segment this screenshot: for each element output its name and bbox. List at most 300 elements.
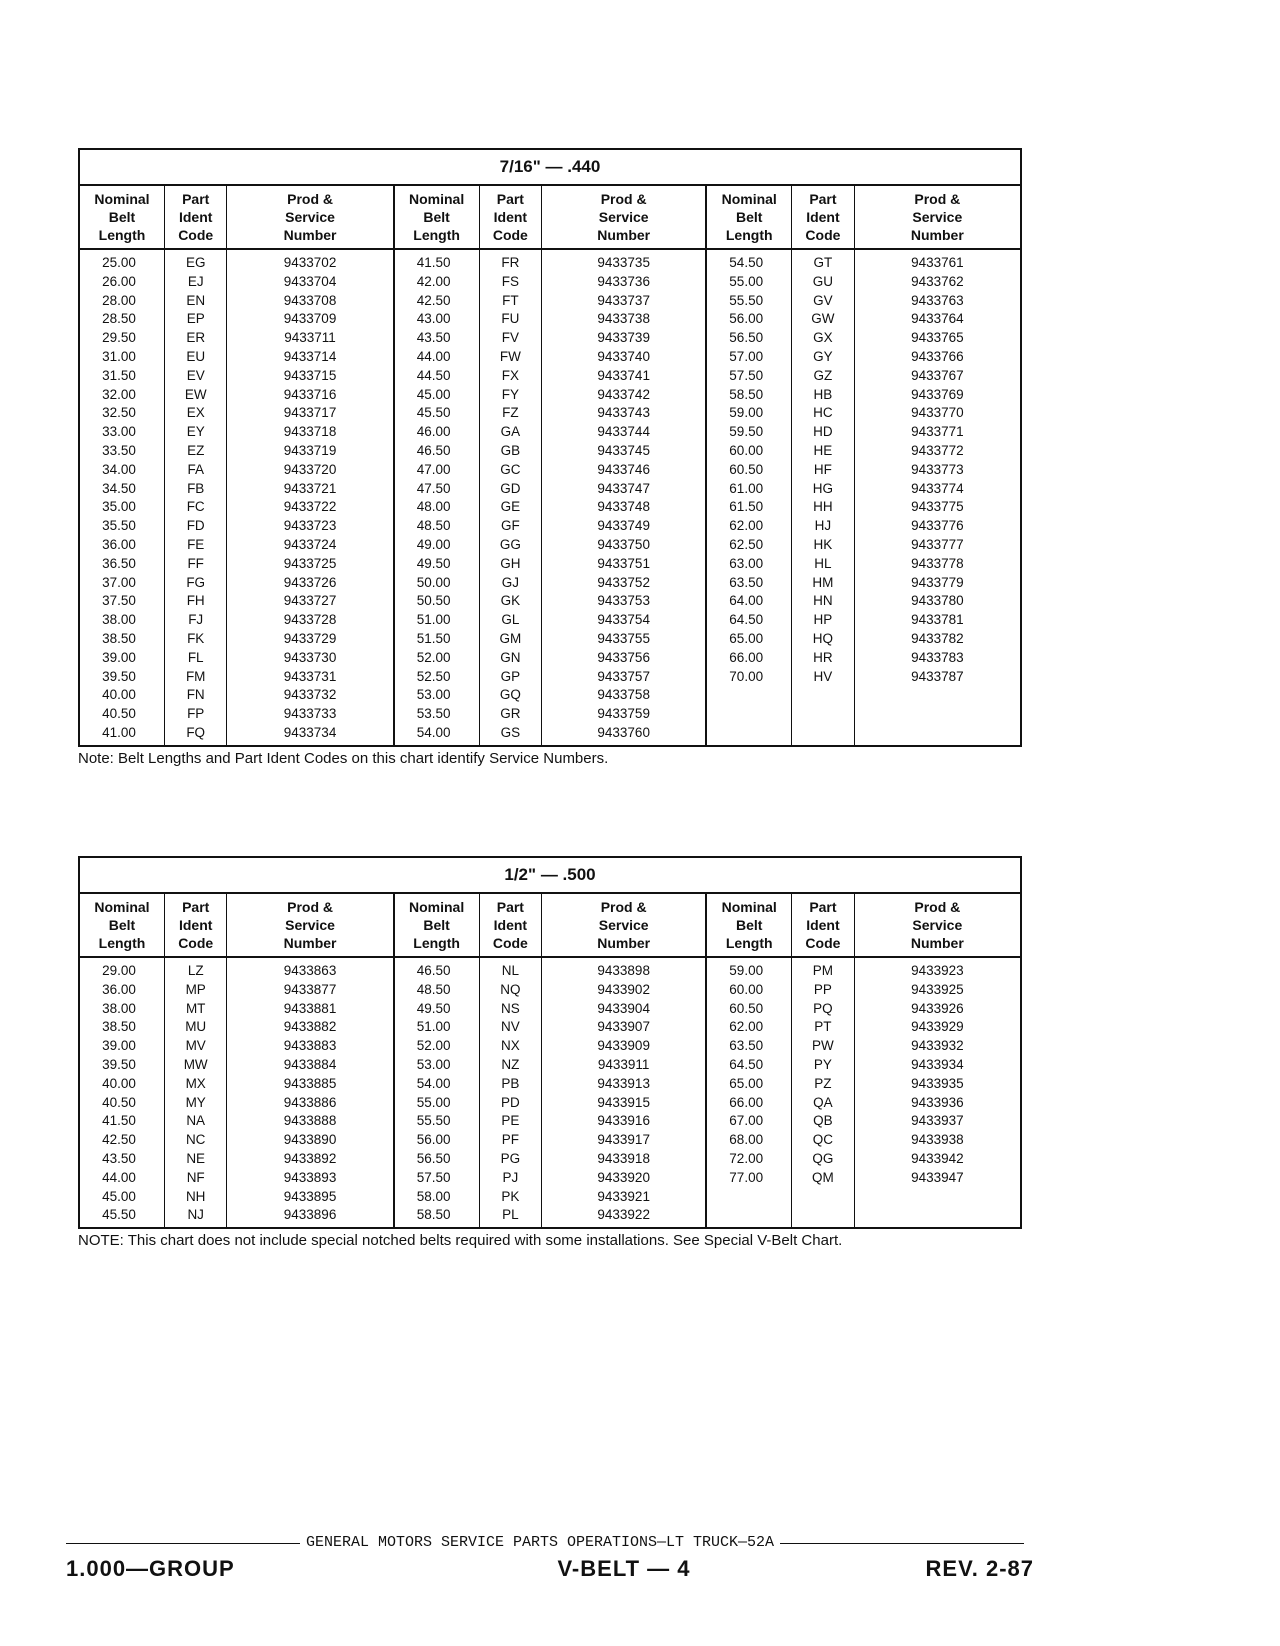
header-line: Ident xyxy=(806,209,840,225)
ident-code-cell: QG xyxy=(792,1150,855,1169)
column-header-row xyxy=(79,185,1021,249)
ident-code-cell: HG xyxy=(792,480,855,499)
chart-title xyxy=(79,149,1021,185)
ident-code-cell: GH xyxy=(479,555,542,574)
belt-width-decimal: — .440 xyxy=(545,157,601,176)
ident-code-cell: FP xyxy=(164,705,227,724)
header-line: Prod & xyxy=(914,191,961,207)
belt-length-cell: 37.00 xyxy=(102,574,136,590)
ident-code-cell: QA xyxy=(792,1094,855,1113)
belt-length-cell: 37.50 xyxy=(102,593,136,609)
belt-length-cell: 34.00 xyxy=(102,461,136,477)
belt-length-cell: 52.00 xyxy=(394,649,479,668)
table-row xyxy=(79,1094,1021,1113)
belt-length-cell xyxy=(706,724,791,746)
service-number-cell: 9433727 xyxy=(227,592,394,611)
service-number-cell xyxy=(854,1188,1021,1207)
belt-length-cell: 53.50 xyxy=(394,705,479,724)
belt-length-cell: 56.00 xyxy=(394,1131,479,1150)
belt-length-cell: 43.50 xyxy=(394,329,479,348)
belt-length-cell: 55.50 xyxy=(706,292,791,311)
nominal-belt-length-header xyxy=(79,893,164,957)
header-line: Ident xyxy=(178,209,213,225)
ident-code-cell: EW xyxy=(164,386,227,405)
belt-length-cell: 38.00 xyxy=(102,612,136,628)
service-number-cell: 9433888 xyxy=(227,1112,394,1131)
header-line: Service xyxy=(912,209,963,225)
ident-code-cell: FD xyxy=(164,517,227,536)
service-number-cell: 9433782 xyxy=(854,630,1021,649)
ident-code-cell: FZ xyxy=(479,404,542,423)
table-row xyxy=(79,724,1021,746)
ident-code-cell: PB xyxy=(479,1075,542,1094)
belt-length-cell: 57.00 xyxy=(706,348,791,367)
service-number-cell: 9433742 xyxy=(542,386,707,405)
header-line: Length xyxy=(98,935,146,951)
belt-length-cell: 48.50 xyxy=(394,517,479,536)
table-row xyxy=(79,1000,1021,1019)
ident-code-cell: PF xyxy=(479,1131,542,1150)
service-number-cell: 9433769 xyxy=(854,386,1021,405)
belt-length-cell: 45.00 xyxy=(102,1188,136,1204)
ident-code-cell: FQ xyxy=(164,724,227,746)
header-line: Length xyxy=(725,227,773,243)
ident-code-cell: FH xyxy=(164,592,227,611)
service-number-cell: 9433938 xyxy=(854,1131,1021,1150)
belt-length-cell: 49.50 xyxy=(394,1000,479,1019)
belt-length-cell: 61.00 xyxy=(706,480,791,499)
belt-length-cell: 47.50 xyxy=(394,480,479,499)
service-number-cell: 9433722 xyxy=(227,498,394,517)
part-ident-code-header xyxy=(164,185,227,249)
belt-chart-1-2 xyxy=(78,856,1022,1229)
ident-code-cell: FA xyxy=(164,461,227,480)
service-number-cell: 9433737 xyxy=(542,292,707,311)
service-number-cell: 9433925 xyxy=(854,981,1021,1000)
ident-code-cell: FT xyxy=(479,292,542,311)
service-number-cell: 9433759 xyxy=(542,705,707,724)
belt-length-cell: 45.50 xyxy=(394,404,479,423)
ident-code-cell: QM xyxy=(792,1169,855,1188)
belt-length-cell: 43.00 xyxy=(394,310,479,329)
service-number-cell: 9433942 xyxy=(854,1150,1021,1169)
ident-code-cell: HE xyxy=(792,442,855,461)
header-line: Belt xyxy=(735,917,763,933)
service-number-cell: 9433746 xyxy=(542,461,707,480)
service-number-cell: 9433936 xyxy=(854,1094,1021,1113)
service-number-cell: 9433725 xyxy=(227,555,394,574)
ident-code-cell: FN xyxy=(164,686,227,705)
table-row xyxy=(79,981,1021,1000)
belt-length-cell: 54.50 xyxy=(706,249,791,273)
service-number-cell: 9433911 xyxy=(542,1056,707,1075)
belt-length-cell: 47.00 xyxy=(394,461,479,480)
ident-code-cell: HQ xyxy=(792,630,855,649)
ident-code-cell: MP xyxy=(164,981,227,1000)
service-number-cell: 9433932 xyxy=(854,1037,1021,1056)
ident-code-cell: NH xyxy=(164,1188,227,1207)
belt-length-cell: 36.00 xyxy=(102,981,136,997)
ident-code-cell: HD xyxy=(792,423,855,442)
ident-code-cell: PK xyxy=(479,1188,542,1207)
part-ident-code-header xyxy=(479,893,542,957)
ident-code-cell: EG xyxy=(164,249,227,273)
service-number-cell: 9433763 xyxy=(854,292,1021,311)
service-number-cell: 9433935 xyxy=(854,1075,1021,1094)
ident-code-cell: HJ xyxy=(792,517,855,536)
belt-length-cell: 54.00 xyxy=(394,1075,479,1094)
table-row xyxy=(79,1206,1021,1228)
belt-length-cell: 63.00 xyxy=(706,555,791,574)
belt-length-cell: 66.00 xyxy=(706,649,791,668)
belt-length-cell: 68.00 xyxy=(706,1131,791,1150)
belt-length-cell: 53.00 xyxy=(394,686,479,705)
service-number-cell xyxy=(854,724,1021,746)
ident-code-cell: EX xyxy=(164,404,227,423)
belt-length-cell: 70.00 xyxy=(706,668,791,687)
belt-length-cell: 62.00 xyxy=(706,517,791,536)
table-row xyxy=(79,574,1021,593)
ident-code-cell: GG xyxy=(479,536,542,555)
service-number-cell: 9433748 xyxy=(542,498,707,517)
service-number-cell: 9433730 xyxy=(227,649,394,668)
part-ident-code-header xyxy=(792,893,855,957)
belt-length-cell: 60.00 xyxy=(706,442,791,461)
header-line: Length xyxy=(413,935,460,951)
header-line: Part xyxy=(809,191,837,207)
service-number-cell: 9433926 xyxy=(854,1000,1021,1019)
ident-code-cell: MT xyxy=(164,1000,227,1019)
header-line: Belt xyxy=(735,209,763,225)
ident-code-cell: FW xyxy=(479,348,542,367)
ident-code-cell: GB xyxy=(479,442,542,461)
table-row xyxy=(79,1112,1021,1131)
header-line: Service xyxy=(285,209,335,225)
service-number-cell: 9433766 xyxy=(854,348,1021,367)
service-number-cell: 9433777 xyxy=(854,536,1021,555)
belt-length-cell: 44.50 xyxy=(394,367,479,386)
service-number-cell: 9433736 xyxy=(542,273,707,292)
header-line: Prod & xyxy=(287,191,333,207)
table-row xyxy=(79,292,1021,311)
header-line: Service xyxy=(912,917,963,933)
group-label: 1.000—GROUP xyxy=(66,1556,235,1581)
service-number-cell: 9433702 xyxy=(227,249,394,273)
table-row xyxy=(79,1188,1021,1207)
ident-code-cell xyxy=(792,686,855,705)
table-row xyxy=(79,310,1021,329)
header-line: Belt xyxy=(108,917,136,933)
ident-code-cell: NX xyxy=(479,1037,542,1056)
ident-code-cell: HN xyxy=(792,592,855,611)
ident-code-cell: HB xyxy=(792,386,855,405)
belt-length-cell: 55.00 xyxy=(706,273,791,292)
ident-code-cell xyxy=(792,1206,855,1228)
ident-code-cell: NL xyxy=(479,957,542,981)
service-number-cell: 9433898 xyxy=(542,957,707,981)
service-number-cell: 9433947 xyxy=(854,1169,1021,1188)
ident-code-cell: PY xyxy=(792,1056,855,1075)
belt-length-cell: 64.50 xyxy=(706,1056,791,1075)
table-row xyxy=(79,611,1021,630)
table-row xyxy=(79,705,1021,724)
service-number-cell: 9433776 xyxy=(854,517,1021,536)
service-number-cell: 9433715 xyxy=(227,367,394,386)
header-line: Service xyxy=(598,209,649,225)
belt-length-cell: 52.00 xyxy=(394,1037,479,1056)
belt-length-cell: 40.50 xyxy=(102,706,136,722)
belt-chart-7-16 xyxy=(78,148,1022,747)
service-number-cell: 9433781 xyxy=(854,611,1021,630)
service-number-cell: 9433775 xyxy=(854,498,1021,517)
header-line: Service xyxy=(285,917,335,933)
service-number-cell: 9433937 xyxy=(854,1112,1021,1131)
service-number-cell: 9433779 xyxy=(854,574,1021,593)
service-number-cell: 9433717 xyxy=(227,404,394,423)
belt-length-cell: 57.50 xyxy=(394,1169,479,1188)
service-number-cell: 9433719 xyxy=(227,442,394,461)
header-line: Nominal xyxy=(409,899,465,915)
ident-code-cell: EY xyxy=(164,423,227,442)
service-number-cell: 9433738 xyxy=(542,310,707,329)
nominal-belt-length-header xyxy=(394,185,479,249)
belt-width-decimal: — .500 xyxy=(540,865,596,884)
service-number-cell: 9433755 xyxy=(542,630,707,649)
service-number-cell: 9433724 xyxy=(227,536,394,555)
service-number-cell: 9433877 xyxy=(227,981,394,1000)
prod-service-number-header xyxy=(854,893,1021,957)
column-header-row xyxy=(79,893,1021,957)
header-line: Ident xyxy=(806,917,840,933)
ident-code-cell: FM xyxy=(164,668,227,687)
ident-code-cell: FF xyxy=(164,555,227,574)
header-line: Nominal xyxy=(721,191,777,207)
header-line: Nominal xyxy=(94,191,150,207)
belt-length-cell: 65.00 xyxy=(706,630,791,649)
ident-code-cell: EU xyxy=(164,348,227,367)
service-number-cell: 9433770 xyxy=(854,404,1021,423)
belt-length-cell: 28.50 xyxy=(102,311,136,327)
ident-code-cell: FB xyxy=(164,480,227,499)
ident-code-cell: GK xyxy=(479,592,542,611)
service-number-cell: 9433896 xyxy=(227,1206,394,1228)
belt-length-cell: 56.50 xyxy=(394,1150,479,1169)
ident-code-cell: GJ xyxy=(479,574,542,593)
belt-length-cell: 32.50 xyxy=(102,405,136,421)
belt-length-cell: 33.00 xyxy=(102,424,136,440)
belt-length-cell xyxy=(706,686,791,705)
ident-code-cell: GQ xyxy=(479,686,542,705)
belt-length-cell: 52.50 xyxy=(394,668,479,687)
belt-length-cell: 54.00 xyxy=(394,724,479,746)
service-number-cell: 9433772 xyxy=(854,442,1021,461)
service-number-cell: 9433762 xyxy=(854,273,1021,292)
service-number-cell: 9433753 xyxy=(542,592,707,611)
service-number-cell: 9433741 xyxy=(542,367,707,386)
table-row xyxy=(79,686,1021,705)
belt-length-cell: 39.00 xyxy=(102,649,136,665)
belt-length-cell xyxy=(706,705,791,724)
belt-length-cell: 33.50 xyxy=(102,442,136,458)
table-row xyxy=(79,1131,1021,1150)
table-row xyxy=(79,386,1021,405)
belt-length-cell: 29.50 xyxy=(102,330,136,346)
service-number-cell: 9433783 xyxy=(854,649,1021,668)
service-number-cell: 9433716 xyxy=(227,386,394,405)
belt-length-cell: 31.50 xyxy=(102,367,136,383)
header-line: Number xyxy=(910,227,964,243)
service-number-cell: 9433915 xyxy=(542,1094,707,1113)
service-number-cell: 9433732 xyxy=(227,686,394,705)
belt-length-cell: 39.00 xyxy=(102,1038,136,1054)
service-number-cell: 9433780 xyxy=(854,592,1021,611)
footer-rule-left xyxy=(66,1543,300,1544)
service-number-cell: 9433708 xyxy=(227,292,394,311)
ident-code-cell: NA xyxy=(164,1112,227,1131)
belt-length-cell: 63.50 xyxy=(706,574,791,593)
belt-length-cell: 41.00 xyxy=(102,724,136,740)
ident-code-cell xyxy=(792,1188,855,1207)
ident-code-cell: HF xyxy=(792,461,855,480)
service-number-cell: 9433744 xyxy=(542,423,707,442)
ident-code-cell: PE xyxy=(479,1112,542,1131)
table-row xyxy=(79,649,1021,668)
header-line: Prod & xyxy=(914,899,961,915)
service-number-cell: 9433720 xyxy=(227,461,394,480)
belt-length-cell: 41.50 xyxy=(394,249,479,273)
ident-code-cell: MY xyxy=(164,1094,227,1113)
ident-code-cell: FS xyxy=(479,273,542,292)
nominal-belt-length-header xyxy=(706,185,791,249)
ident-code-cell: HM xyxy=(792,574,855,593)
ident-code-cell: GP xyxy=(479,668,542,687)
table-row xyxy=(79,1169,1021,1188)
ident-code-cell: HP xyxy=(792,611,855,630)
ident-code-cell: ER xyxy=(164,329,227,348)
belt-length-cell: 62.00 xyxy=(706,1018,791,1037)
table-row xyxy=(79,404,1021,423)
belt-width-fraction: 7/16" xyxy=(499,157,541,176)
belt-length-cell: 40.00 xyxy=(102,687,136,703)
header-line: Prod & xyxy=(287,899,333,915)
ident-code-cell: PJ xyxy=(479,1169,542,1188)
belt-length-cell: 26.00 xyxy=(102,273,136,289)
header-line: Nominal xyxy=(94,899,150,915)
belt-length-cell: 58.50 xyxy=(706,386,791,405)
service-number-cell: 9433739 xyxy=(542,329,707,348)
ident-code-cell: GS xyxy=(479,724,542,746)
belt-length-cell: 44.00 xyxy=(394,348,479,367)
chart-body xyxy=(79,957,1021,1228)
service-number-cell: 9433757 xyxy=(542,668,707,687)
ident-code-cell: GX xyxy=(792,329,855,348)
belt-length-cell: 51.50 xyxy=(394,630,479,649)
service-number-cell: 9433774 xyxy=(854,480,1021,499)
ident-code-cell: PT xyxy=(792,1018,855,1037)
ident-code-cell: HR xyxy=(792,649,855,668)
ident-code-cell: QB xyxy=(792,1112,855,1131)
service-number-cell: 9433895 xyxy=(227,1188,394,1207)
table-row xyxy=(79,423,1021,442)
prod-service-number-header xyxy=(542,185,707,249)
belt-length-cell: 46.00 xyxy=(394,423,479,442)
belt-length-cell: 67.00 xyxy=(706,1112,791,1131)
ident-code-cell: PW xyxy=(792,1037,855,1056)
ident-code-cell: LZ xyxy=(164,957,227,981)
footer-rule-right xyxy=(780,1543,1024,1544)
ident-code-cell: FJ xyxy=(164,611,227,630)
page-label: V-BELT — 4 xyxy=(557,1556,691,1581)
table-row xyxy=(79,1075,1021,1094)
service-number-cell: 9433735 xyxy=(542,249,707,273)
service-number-cell: 9433882 xyxy=(227,1018,394,1037)
service-number-cell: 9433745 xyxy=(542,442,707,461)
table-row xyxy=(79,1018,1021,1037)
service-number-cell: 9433778 xyxy=(854,555,1021,574)
table-row xyxy=(79,329,1021,348)
ident-code-cell: NV xyxy=(479,1018,542,1037)
part-ident-code-header xyxy=(479,185,542,249)
ident-code-cell: GM xyxy=(479,630,542,649)
service-number-cell: 9433909 xyxy=(542,1037,707,1056)
belt-length-cell: 62.50 xyxy=(706,536,791,555)
belt-length-cell: 35.50 xyxy=(102,518,136,534)
header-line: Length xyxy=(413,227,460,243)
ident-code-cell: NS xyxy=(479,1000,542,1019)
header-line: Number xyxy=(597,227,651,243)
belt-length-cell: 45.00 xyxy=(394,386,479,405)
ident-code-cell: GF xyxy=(479,517,542,536)
header-line: Nominal xyxy=(409,191,465,207)
service-number-cell: 9433761 xyxy=(854,249,1021,273)
service-number-cell: 9433883 xyxy=(227,1037,394,1056)
table-row xyxy=(79,630,1021,649)
prod-service-number-header xyxy=(227,893,394,957)
ident-code-cell: GY xyxy=(792,348,855,367)
belt-length-cell: 56.50 xyxy=(706,329,791,348)
service-number-cell: 9433893 xyxy=(227,1169,394,1188)
ident-code-cell: MU xyxy=(164,1018,227,1037)
belt-length-cell: 42.50 xyxy=(394,292,479,311)
belt-length-cell: 25.00 xyxy=(102,255,136,270)
table-row xyxy=(79,480,1021,499)
header-line: Code xyxy=(178,227,214,243)
ident-code-cell: PD xyxy=(479,1094,542,1113)
service-number-cell: 9433726 xyxy=(227,574,394,593)
table-row xyxy=(79,1056,1021,1075)
belt-length-cell: 77.00 xyxy=(706,1169,791,1188)
ident-code-cell: PM xyxy=(792,957,855,981)
header-line: Code xyxy=(805,935,841,951)
service-number-cell: 9433921 xyxy=(542,1188,707,1207)
service-number-cell: 9433765 xyxy=(854,329,1021,348)
part-ident-code-header xyxy=(792,185,855,249)
prod-service-number-header xyxy=(227,185,394,249)
belt-length-cell: 55.50 xyxy=(394,1112,479,1131)
table-row xyxy=(79,555,1021,574)
table-row xyxy=(79,517,1021,536)
nominal-belt-length-header xyxy=(706,893,791,957)
ident-code-cell xyxy=(792,724,855,746)
service-number-cell: 9433773 xyxy=(854,461,1021,480)
belt-length-cell: 46.50 xyxy=(394,442,479,461)
belt-length-cell: 60.50 xyxy=(706,1000,791,1019)
header-line: Part xyxy=(182,191,210,207)
ident-code-cell: FU xyxy=(479,310,542,329)
ident-code-cell: PL xyxy=(479,1206,542,1228)
service-number-cell xyxy=(854,705,1021,724)
ident-code-cell: GL xyxy=(479,611,542,630)
